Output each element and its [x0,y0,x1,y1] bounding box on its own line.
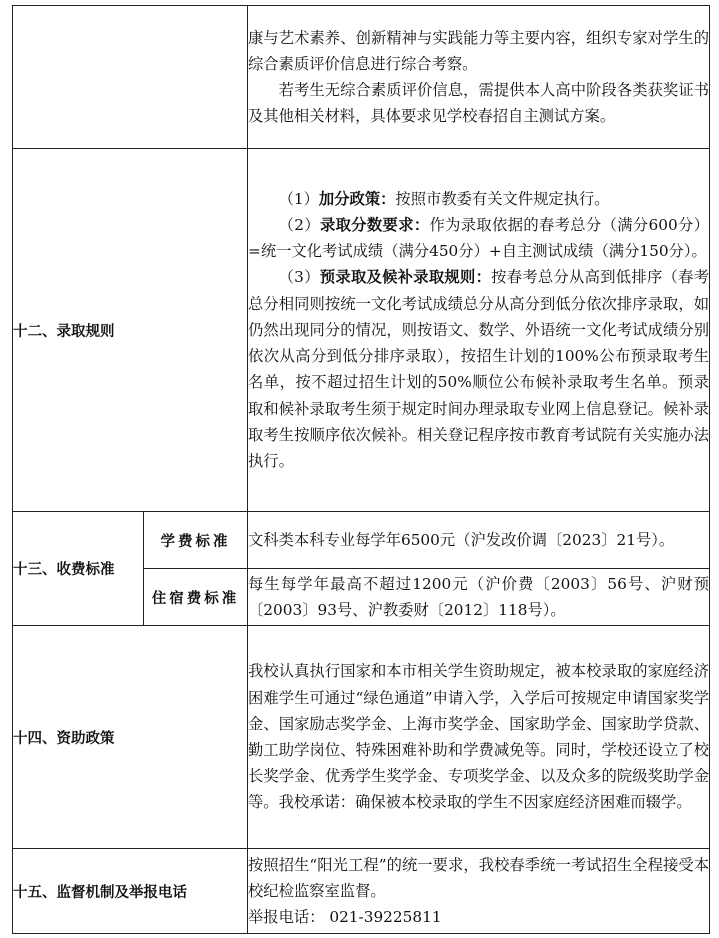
section-12-label: 十二、录取规则 [13,149,248,512]
financial-aid-content [248,626,710,849]
rule-item-1: （1）加分政策：按照市教委有关文件规定执行。 [278,189,610,208]
evaluation-paragraph-2: 若考生无综合素质评价信息，需提供本人高中阶段各类获奖证书及其他相关材料，具体要求见学校春招自主测试方案。 [248,81,709,126]
lodging-label: 住宿费标准 [144,569,248,626]
rule-item-3: （3）预录取及候补录取规则：按春考总分从高到低排序（春考总分相同则按统一文化考试成绩总分从高分到低分依次排序录取，如仍然出现同分的情况，则按语文、数学、外语统一文化考试成绩分别依次从高分到低分排序录取），按招生计划的100%公布预录取考生名单，按不超过招生计划的50%顺位公布候补录取考生名单。预录取和候补录取考生须于规定时间办理录取专业网上信息登记。候补录取考生按顺序依次候补。相关登记程序按市教育考试院有关实施办法执行。 [248,268,709,470]
tuition-content: 文科类本科专业每学年6500元（沪发改价调〔2023〕21号）。 [248,512,710,569]
evaluation-content [248,6,710,149]
table-row [13,6,710,149]
table-row [13,149,710,512]
lodging-content: 每生每学年最高不超过1200元（沪价费〔2003〕56号、沪财预〔2003〕93号、沪教委财〔2012〕118号）。 [248,569,710,626]
tuition-label: 学费标准 [144,512,248,569]
section-15-label: 十五、监督机制及举报电话 [13,849,248,934]
admission-info-table [12,5,710,934]
financial-aid-paragraph: 我校认真执行国家和本市相关学生资助规定，被本校录取的家庭经济困难学生可通过“绿色通道”申请入学，入学后可按规定申请国家奖学金、国家励志奖学金、上海市奖学金、国家助学金、国家助学贷款、勤工助学岗位、特殊困难补助和学费减免等。同时，学校还设立了校长奖学金、优秀学生奖学金、专项奖学金、以及众多的院级奖助学金等。我校承诺：确保被本校录取的学生不因家庭经济困难而辍学。 [248,662,709,812]
rule-item-2: （2）录取分数要求：作为录取依据的春考总分（满分600分）=统一文化考试成绩（满分450分）+自主测试成绩（满分150分）。 [248,216,709,261]
report-phone: 举报电话： 021-39225811 [248,908,442,927]
empty-label-cell [13,6,248,149]
admission-rules-content [248,149,710,512]
supervision-content [248,849,710,934]
table-row [13,849,710,934]
supervision-paragraph: 按照招生“阳光工程”的统一要求，我校春季统一考试招生全程接受本校纪检监察室监督。 [248,855,709,900]
section-13-label: 十三、收费标准 [13,512,144,626]
table-row [13,512,710,569]
table-row [13,626,710,849]
evaluation-paragraph-1: 康与艺术素养、创新精神与实践能力等主要内容，组织专家对学生的综合素质评价信息进行综合考察。 [248,28,709,73]
section-14-label: 十四、资助政策 [13,626,248,849]
